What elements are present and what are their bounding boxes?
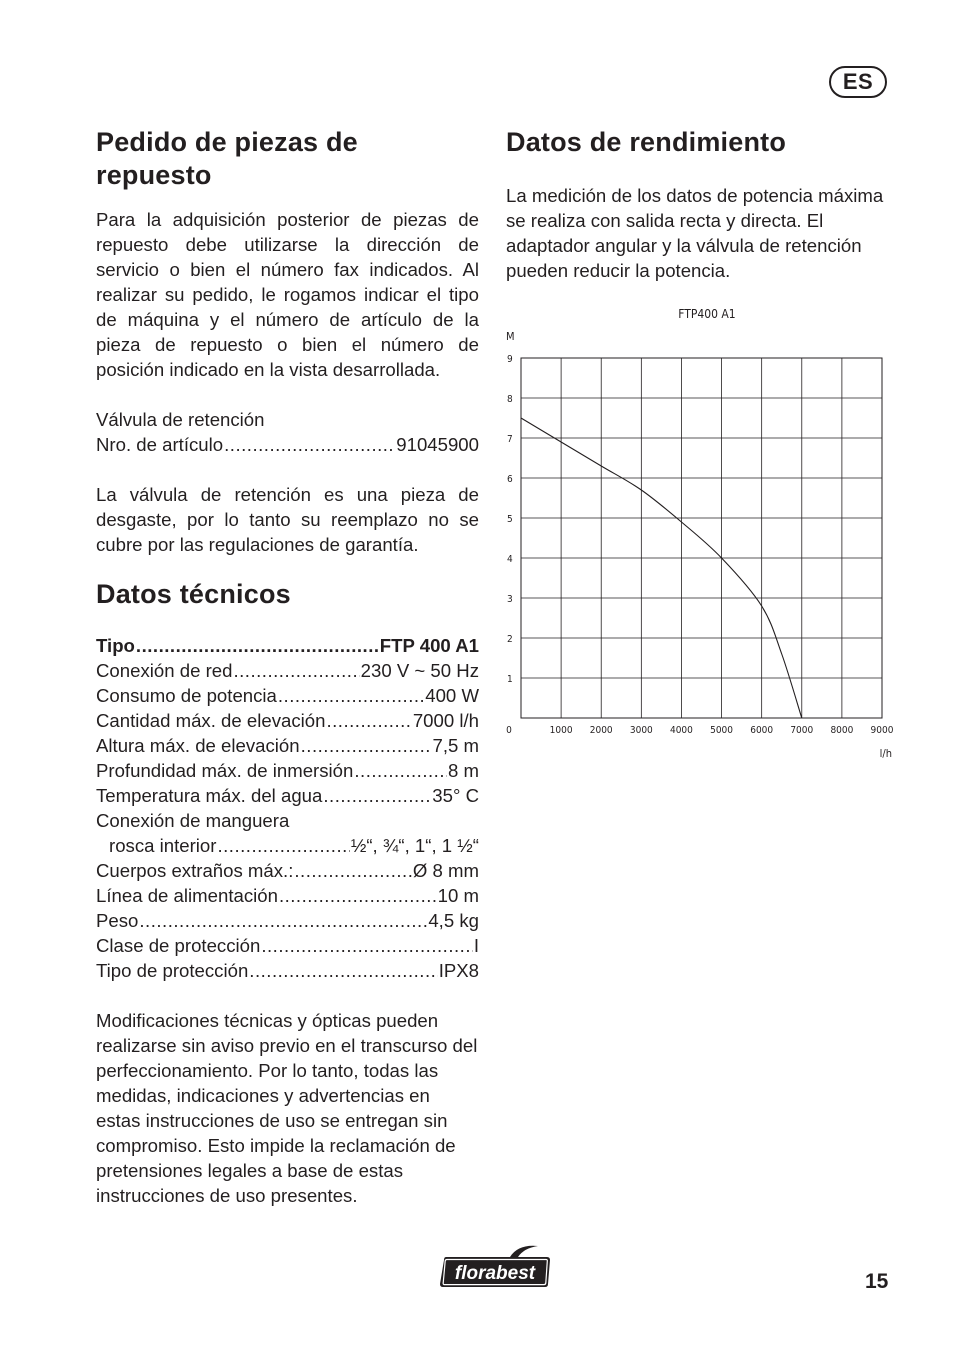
spec-value: 35° C bbox=[432, 785, 479, 806]
y-tick-label: 4 bbox=[507, 554, 513, 565]
spec-label: Temperatura máx. del agua bbox=[96, 785, 323, 806]
x-tick-label: 4000 bbox=[669, 725, 693, 736]
x-tick-label: 7000 bbox=[790, 725, 814, 736]
brand-logo bbox=[438, 1244, 552, 1290]
spec-row bbox=[96, 833, 479, 858]
leader-dots bbox=[249, 958, 437, 983]
spec-row bbox=[96, 683, 479, 708]
leader-dots bbox=[136, 633, 379, 658]
language-badge: ES bbox=[829, 66, 887, 98]
spec-value: 400 W bbox=[425, 685, 479, 706]
spec-value: 7000 l/h bbox=[412, 710, 479, 731]
x-axis-label: l/h bbox=[879, 747, 892, 760]
leader-dots bbox=[261, 933, 472, 958]
y-tick-label: 1 bbox=[507, 674, 513, 685]
spare-parts-body: Para la adquisición posterior de piezas de repuesto debe utilizarse la dirección de servicio o bien el número fax indicados. Al realizar su pedido, le rogamos indicar el tipo de máquina y el número de artículo de la pieza de repuesto o bien el número de posición indicado en la vista desarrollada. bbox=[96, 209, 479, 380]
spec-row bbox=[96, 708, 479, 733]
spec-row bbox=[96, 858, 479, 883]
y-axis-label: M bbox=[506, 330, 515, 343]
chart-svg bbox=[500, 300, 910, 770]
leader-dots bbox=[354, 758, 447, 783]
spec-label: Altura máx. de elevación bbox=[96, 735, 300, 756]
page-number: 15 bbox=[865, 1270, 889, 1293]
spec-row bbox=[96, 883, 479, 908]
spec-row bbox=[96, 933, 479, 958]
spec-value: 230 V ~ 50 Hz bbox=[360, 660, 479, 681]
y-tick-label: 6 bbox=[507, 474, 513, 485]
spec-value: FTP 400 A1 bbox=[379, 635, 479, 656]
performance-curve bbox=[521, 418, 802, 718]
leader-dots bbox=[279, 883, 437, 908]
leader-dots bbox=[217, 833, 349, 858]
y-tick-label: 9 bbox=[507, 354, 513, 365]
x-tick-label: 6000 bbox=[750, 725, 774, 736]
y-tick-label: 7 bbox=[507, 434, 513, 445]
spec-label: rosca interior bbox=[109, 835, 217, 856]
disclaimer: Modificaciones técnicas y ópticas pueden realizarse sin aviso previo en el transcurso del perfeccionamiento. Por lo tanto, todas las medidas, indicaciones y advertencias en estas instrucciones de uso se entregan sin compromiso. Esto impide la reclamación de pretensiones legales a base de estas instrucciones de uso presentes. bbox=[96, 1010, 478, 1206]
y-tick-label: 3 bbox=[507, 594, 513, 605]
leader-dots bbox=[139, 908, 427, 933]
y-tick-label: 2 bbox=[507, 634, 513, 645]
spec-label: Peso bbox=[96, 910, 139, 931]
wear-note: La válvula de retención es una pieza de desgaste, por lo tanto su reemplazo no se cubre por las regulaciones de garantía. bbox=[96, 484, 479, 555]
spec-row bbox=[96, 758, 479, 783]
y-tick-label: 8 bbox=[507, 394, 513, 405]
spec-row bbox=[96, 958, 479, 983]
spec-label: Profundidad máx. de inmersión bbox=[96, 760, 354, 781]
spec-value: 7,5 m bbox=[432, 735, 479, 756]
leader-dots bbox=[224, 432, 395, 457]
spec-row bbox=[96, 808, 479, 833]
x-tick-label: 1000 bbox=[549, 725, 573, 736]
spec-value: 8 m bbox=[448, 760, 479, 781]
spec-label: Cantidad máx. de elevación bbox=[96, 710, 326, 731]
left-column bbox=[96, 126, 479, 1208]
spec-row bbox=[96, 633, 479, 658]
spec-label: Clase de protección bbox=[96, 935, 261, 956]
x-tick-label: 9000 bbox=[870, 725, 894, 736]
spec-value: I bbox=[473, 935, 479, 956]
spec-label: Tipo de protección bbox=[96, 960, 249, 981]
x-tick-label: 3000 bbox=[629, 725, 653, 736]
valve-label: Válvula de retención bbox=[96, 409, 265, 430]
tech-data-heading: Datos técnicos bbox=[96, 579, 291, 609]
florabest-logo-icon bbox=[438, 1244, 552, 1290]
performance-heading: Datos de rendimiento bbox=[506, 127, 787, 157]
plot-frame bbox=[521, 358, 882, 718]
leader-dots bbox=[326, 708, 411, 733]
article-value: 91045900 bbox=[396, 434, 479, 455]
x-tick-label: 0 bbox=[506, 725, 512, 736]
leader-dots bbox=[294, 858, 411, 883]
spec-label: Conexión de red bbox=[96, 660, 233, 681]
spec-row bbox=[96, 733, 479, 758]
spec-value: Ø 8 mm bbox=[412, 860, 479, 881]
spec-label: Línea de alimentación bbox=[96, 885, 278, 906]
performance-chart bbox=[500, 300, 910, 770]
spec-row bbox=[96, 783, 479, 808]
leader-dots bbox=[323, 783, 431, 808]
spec-row bbox=[96, 658, 479, 683]
performance-body: La medición de los datos de potencia máxima se realiza con salida recta y directa. El adaptador angular y la válvula de retención pueden reducir la potencia. bbox=[506, 185, 884, 281]
x-tick-label: 2000 bbox=[589, 725, 613, 736]
spec-value: 4,5 kg bbox=[428, 910, 479, 931]
x-tick-label: 5000 bbox=[710, 725, 734, 736]
article-label: Nro. de artículo bbox=[96, 434, 224, 455]
spec-label: Cuerpos extraños máx.: bbox=[96, 860, 294, 881]
chart-title: FTP400 A1 bbox=[678, 307, 736, 321]
article-number-row bbox=[96, 432, 479, 457]
leader-dots bbox=[278, 683, 424, 708]
spec-value: ½“, ¾“, 1“, 1 ½“ bbox=[350, 835, 479, 856]
spec-row bbox=[96, 908, 479, 933]
spec-list bbox=[96, 633, 479, 983]
spec-label: Conexión de manguera bbox=[96, 810, 290, 831]
spec-value: IPX8 bbox=[438, 960, 479, 981]
spec-value: 10 m bbox=[437, 885, 479, 906]
x-tick-label: 8000 bbox=[830, 725, 854, 736]
spec-label: Tipo bbox=[96, 635, 135, 656]
spec-label: Consumo de potencia bbox=[96, 685, 277, 706]
logo-text: florabest bbox=[454, 1263, 536, 1284]
leader-dots bbox=[233, 658, 359, 683]
right-column bbox=[506, 126, 906, 283]
y-tick-label: 5 bbox=[507, 514, 513, 525]
leader-dots bbox=[301, 733, 432, 758]
spare-parts-heading: Pedido de piezas de repuesto bbox=[96, 127, 358, 190]
